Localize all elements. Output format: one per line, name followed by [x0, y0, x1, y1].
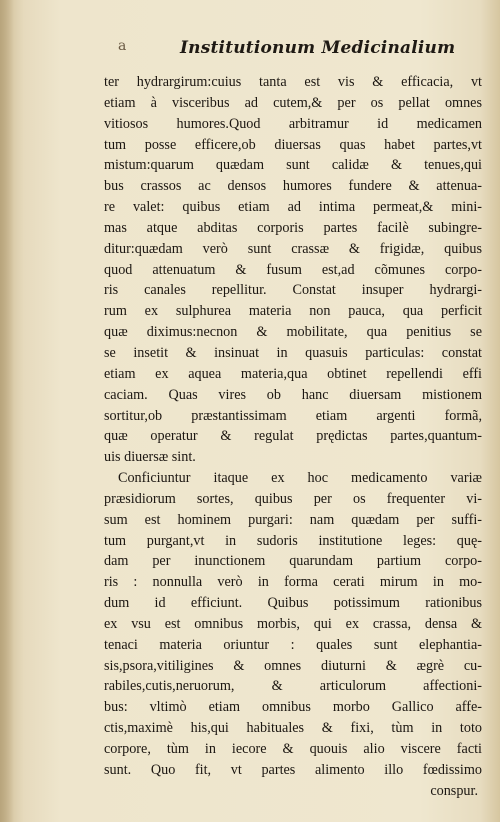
paragraph-1	[104, 72, 482, 468]
folio-mark: a	[118, 38, 127, 54]
body-text	[104, 72, 482, 802]
text-line: rum ex sulphurea materia non pauca, qua perficit	[104, 303, 482, 320]
text-line: etiam ex aquea materia,qua obtinet repellendi effi	[104, 365, 482, 382]
text-line: bus crassos ac densos humores fundere & attenua-	[104, 178, 482, 195]
paragraph-2	[104, 468, 482, 781]
text-line: dum id efficiunt. Quibus potissimum rationibus	[104, 595, 482, 612]
text-line: corpore, tùm in iecore & quouis alio viscere facti	[104, 741, 482, 757]
text-line: re valet: quibus etiam ad intima permeat,& mini-	[104, 199, 482, 216]
text-line: caciam. Quas vires ob hanc diuersam mistionem	[104, 386, 482, 403]
text-line: ter hydrargirum:cuius tanta est vis & efficacia, vt	[104, 74, 482, 90]
text-line: tum purgant,vt in sudoris institutione leges: quę-	[104, 532, 482, 549]
text-line: ctis,maximè his,qui habituales & fixi, tùm in toto	[104, 720, 482, 737]
text-line: etiam à visceribus ad cutem,& per os pellat omnes	[104, 94, 482, 111]
text-line: quæ diximus:necnon & mobilitate, qua penitius se	[104, 324, 482, 341]
text-line: ex vsu est omnibus morbis, qui ex crassa, densa &	[104, 615, 482, 632]
text-line: sum est hominem purgari: nam quædam per suffi-	[104, 511, 482, 528]
catchword: conspur.	[430, 782, 478, 799]
text-line: dam per inunctionem quarundam partium corpo-	[104, 553, 482, 570]
running-head: Institutionum Medicinalium	[180, 38, 456, 58]
text-line: rabiles,cutis,neruorum, & articulorum affectioni-	[104, 678, 482, 695]
text-line: quæ operatur & regulat prędictas partes,quantum-	[104, 428, 482, 445]
text-line: sunt. Quo fit, vt partes alimento illo fœdissimo	[104, 761, 482, 778]
page-gutter-shadow	[0, 0, 14, 822]
text-line: ris canales repellitur. Constat insuper hydrargi-	[104, 282, 482, 299]
text-line: mistum:quarum quædam sunt calidæ & tenues,qui	[104, 157, 482, 174]
text-line: sis,psora,vitiligines & omnes diuturni & ægrè cu-	[104, 657, 482, 674]
text-line: mas atque abditas corporis partes facilè subingre-	[104, 219, 482, 236]
text-line: se insetit & insinuat in quasuis particulas: constat	[104, 344, 482, 361]
text-line: tenaci materia oriuntur : quales sunt elephantia-	[104, 636, 482, 653]
text-line: vitiosos humores.Quod arbitramur id medicamen	[104, 115, 482, 132]
text-line: præsidiorum sortes, quibus per os frequenter vi-	[104, 490, 482, 507]
text-line: uis diuersæ sint.	[104, 449, 196, 466]
text-line: quod attenuatum & fusum est,ad cõmunes corpo-	[104, 261, 482, 278]
text-line: tum posse efficere,ob diuersas quas habet partes,vt	[104, 136, 482, 153]
text-line: ris : nonnulla verò in forma cerati mirum in mo-	[104, 574, 482, 591]
text-line: Conficiuntur itaque ex hoc medicamento variæ	[118, 470, 482, 487]
text-line: ditur:quædam verò sunt crassæ & frigidæ, quibus	[104, 240, 482, 257]
text-line: bus: vltimò etiam omnibus morbo Gallico affe-	[104, 699, 482, 716]
text-line: sortitur,ob præstantissimam etiam argenti formã,	[104, 407, 482, 424]
